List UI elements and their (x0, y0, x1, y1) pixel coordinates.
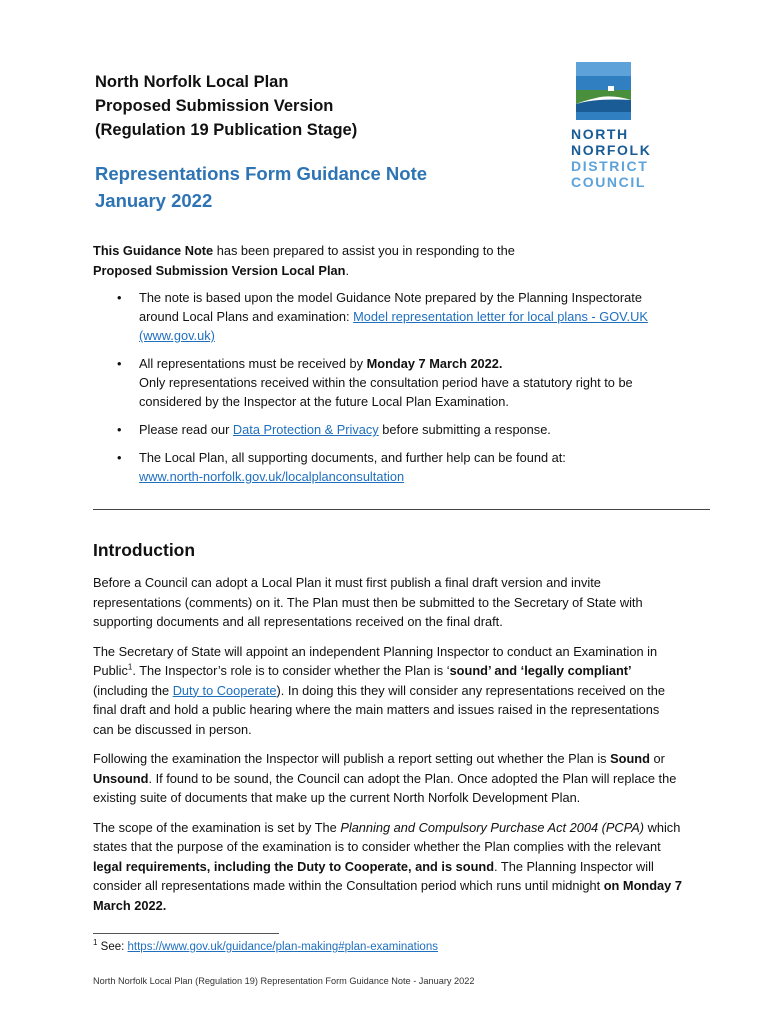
logo-line: COUNCIL (571, 174, 646, 190)
text: The Local Plan, all supporting documents, and further help can be found at: (139, 450, 566, 465)
bold-text: Unsound (93, 770, 149, 786)
bullet-icon: • (117, 450, 122, 465)
bullet-icon: • (117, 422, 122, 437)
paragraph (93, 749, 683, 808)
list-item (93, 354, 683, 411)
bold-text: Sound (610, 751, 650, 766)
text: . The Inspector’s role is to consider whether the Plan is ‘ (132, 663, 450, 678)
list-item (93, 420, 683, 439)
paragraph (93, 642, 683, 740)
guidance-bullet-list (93, 288, 683, 495)
text: Please read our (139, 422, 233, 437)
logo-line: NORTH (571, 126, 629, 142)
introduction-body (93, 573, 683, 925)
bullet-icon: • (117, 290, 122, 305)
bold-text: legal requirements, including the Duty to Cooperate, and is sound (93, 858, 495, 874)
subtitle-line: Representations Form Guidance Note (95, 163, 428, 184)
plan-examinations-link[interactable]: https://www.gov.uk/guidance/plan-making#plan-examinations (127, 941, 438, 953)
footnote (93, 939, 438, 955)
logo-line: NORFOLK (571, 142, 652, 158)
list-item (93, 288, 683, 345)
italic-text: Planning and Compulsory Purchase Act 2004 (PCPA) (340, 819, 645, 835)
data-protection-link[interactable]: Data Protection & Privacy (232, 422, 379, 437)
text: which states that the purpose of the examination is to consider whether the Plan complies with the relevant (93, 819, 681, 854)
text: Only representations received within the consultation period have a statutory right to be considered by the Inspector at the future Local Plan Examination. (139, 375, 633, 409)
footnote-divider (93, 933, 279, 934)
bold-text: sound’ and ‘legally compliant’ (449, 663, 632, 678)
model-representation-link[interactable]: Model representation letter for local plans - GOV.UK (www.gov.uk) (139, 309, 648, 343)
intro-paragraph (93, 241, 693, 280)
document-subtitle (95, 160, 535, 214)
footnote-ref: 1 (127, 662, 133, 672)
section-divider (93, 509, 710, 510)
paragraph: Before a Council can adopt a Local Plan it must first publish a final draft version and invite representations (comments) on it. The Plan must then be submitted to the Secretary of State with supporting documents and all representations received on the final draft. (93, 575, 643, 629)
bold-text: This Guidance Note (93, 243, 214, 258)
text: before submitting a response. (378, 422, 551, 437)
footnote-number: 1 (93, 938, 98, 948)
list-item (93, 448, 683, 486)
bold-text: Proposed Submission Version Local Plan (93, 262, 346, 278)
text: . If found to be sound, the Council can adopt the Plan. Once adopted the Plan will replace the existing suite of documents that make up the current North Norfolk Development Plan. (93, 770, 677, 805)
text: . (345, 262, 350, 278)
text: (including the (93, 682, 173, 698)
bullet-icon: • (117, 356, 122, 371)
document-title (95, 70, 535, 142)
local-plan-consultation-link[interactable]: www.north-norfolk.gov.uk/localplanconsultation (139, 469, 405, 484)
section-heading: Introduction (93, 540, 196, 560)
text: The note is based upon the model Guidance Note prepared by the Planning Inspectorate around Local Plans and examination: (139, 290, 642, 324)
text: Following the examination the Inspector will publish a report setting out whether the Plan is (93, 751, 611, 766)
text: All representations must be received by (139, 356, 367, 371)
logo-line: DISTRICT (571, 158, 649, 174)
bold-text: on Monday 7 March 2022. (93, 878, 682, 913)
text: has been prepared to assist you in responding to the (213, 243, 515, 258)
text: ). In doing this they will consider any representations received on the final draft and hold a public hearing where the main matters and issues raised in the representations can be discussed in person. (93, 682, 665, 737)
paragraph (93, 818, 683, 916)
title-line: Proposed Submission Version (95, 97, 334, 115)
duty-to-cooperate-link[interactable]: Duty to Cooperate (172, 682, 277, 698)
page-footer: North Norfolk Local Plan (Regulation 19) Representation Form Guidance Note - January 2022 (93, 976, 475, 986)
text: See: (97, 941, 128, 953)
council-logo-text (571, 126, 681, 190)
text: The scope of the examination is set by The (93, 819, 341, 835)
deadline-text: Monday 7 March 2022. (366, 356, 503, 371)
title-line: North Norfolk Local Plan (95, 73, 289, 91)
text: . The Planning Inspector will consider all representations made within the Consultation period which runs until midnight (93, 858, 654, 893)
text: The Secretary of State will appoint an independent Planning Inspector to conduct an Examination in Public (93, 643, 658, 678)
title-line: (Regulation 19 Publication Stage) (95, 121, 358, 139)
subtitle-line: January 2022 (95, 190, 213, 211)
text: or (649, 751, 665, 766)
